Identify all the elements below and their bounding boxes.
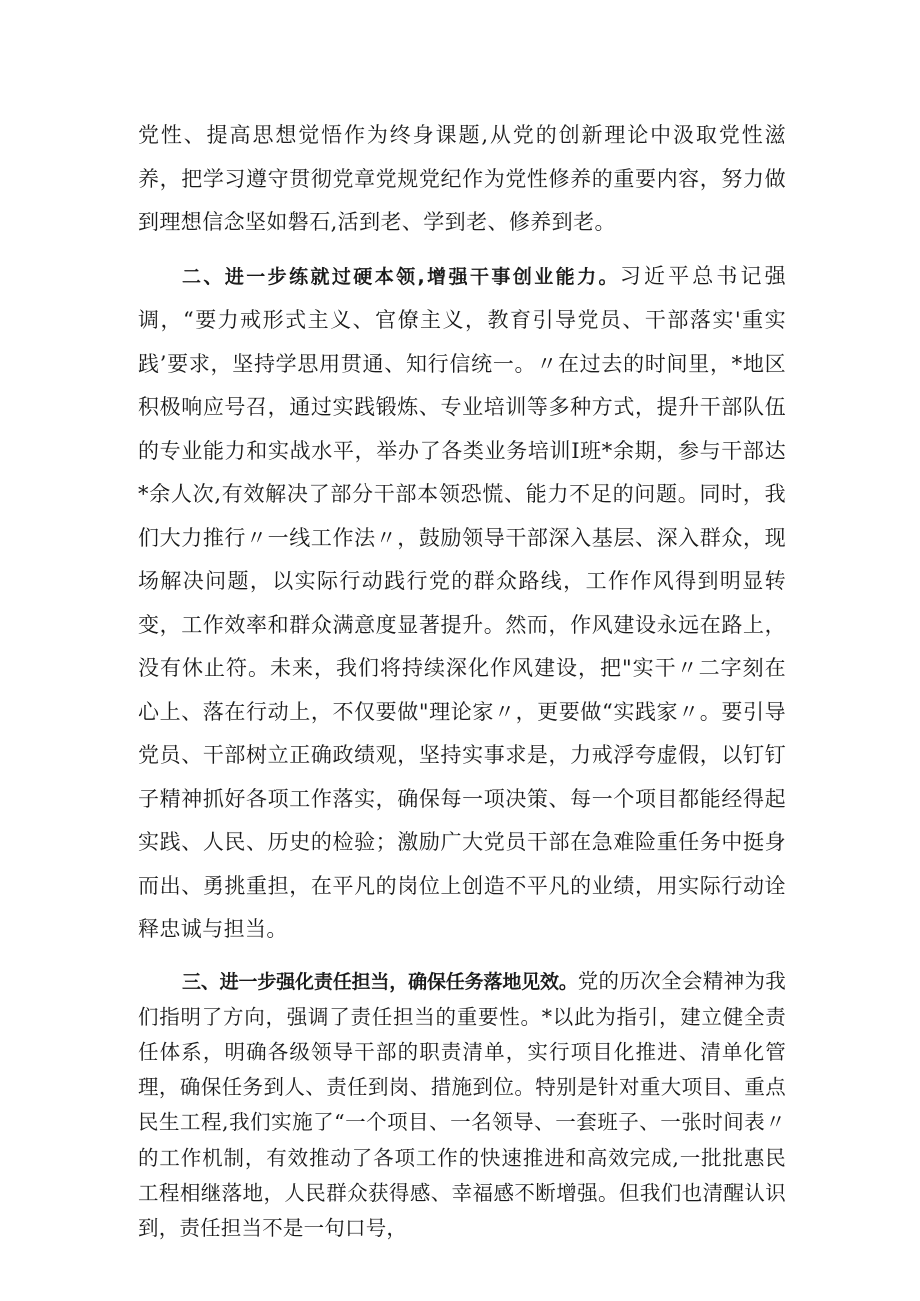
paragraph-3-heading: 三、进一步强化责任担当，确保任务落地见效。 xyxy=(182,970,578,993)
paragraph-1-text: 党性、提高思想觉悟作为终身课题,从党的创新理论中汲取党性滋养，把学习遵守贯彻党章党规党纪作为党性修养的重要内容，努力做到理想信念坚如磐石,活到老、学到老、修养到老。 xyxy=(138,123,786,234)
paragraph-2 xyxy=(138,255,786,952)
paragraph-3 xyxy=(138,964,786,1247)
paragraph-3-text: 党的历次全会精神为我们指明了方向，强调了责任担当的重要性。*以此为指引，建立健全责任体系，明确各级领导干部的职责清单，实行项目化推进、清单化管理，确保任务到人、责任到岗、措施到位。特别是针对重大项目、重点民生工程,我们实施了“一个项目、一名领导、一套班子、一张时间表〃的工作机制，有效推动了各项工作的快速推进和高效完成,一批批惠民工程相继落地，人民群众获得感、幸福感不断增强。但我们也清醒认识到，责任担当不是一句口号， xyxy=(138,968,787,1240)
paragraph-2-heading: 二、进一步练就过硬本领,增强干事创业能力。 xyxy=(182,265,620,288)
paragraph-1 xyxy=(138,114,786,245)
paragraph-2-text: 习近平总书记强调，“要力戒形式主义、官僚主义，教育引导党员、干部落实'重实践’要求，坚持学思用贯通、知行信统一。〃在过去的时间里，*地区积极响应号召，通过实践锻炼、专业培训等多种方式，提升干部队伍的专业能力和实战水平，举办了各类业务培训I班*余期，参与干部达*余人次,有效解决了部分干部本领恐慌、能力不足的问题。同时，我们大力推行〃一线工作法〃，鼓励领导干部深入基层、深入群众，现场解决问题，以实际行动践行党的群众路线，工作作风得到明显转变，工作效率和群众满意度显著提升。然而，作风建设永远在路上，没有休止符。未来，我们将持续深化作风建设，把"实干〃二字刻在心上、落在行动上，不仅要做"理论家〃，更要做“实践家〃。要引导党员、干部树立正确政绩观，坚持实事求是，力戒浮夸虚假，以钉钉子精神抓好各项工作落实，确保每一项决策、每一个项目都能经得起实践、人民、历史的检验；激励广大党员干部在急难险重任务中挺身而出、勇挑重担，在平凡的岗位上创造不平凡的业绩，用实际行动诠释忠诚与担当。 xyxy=(138,263,786,941)
document-page xyxy=(138,114,786,1246)
